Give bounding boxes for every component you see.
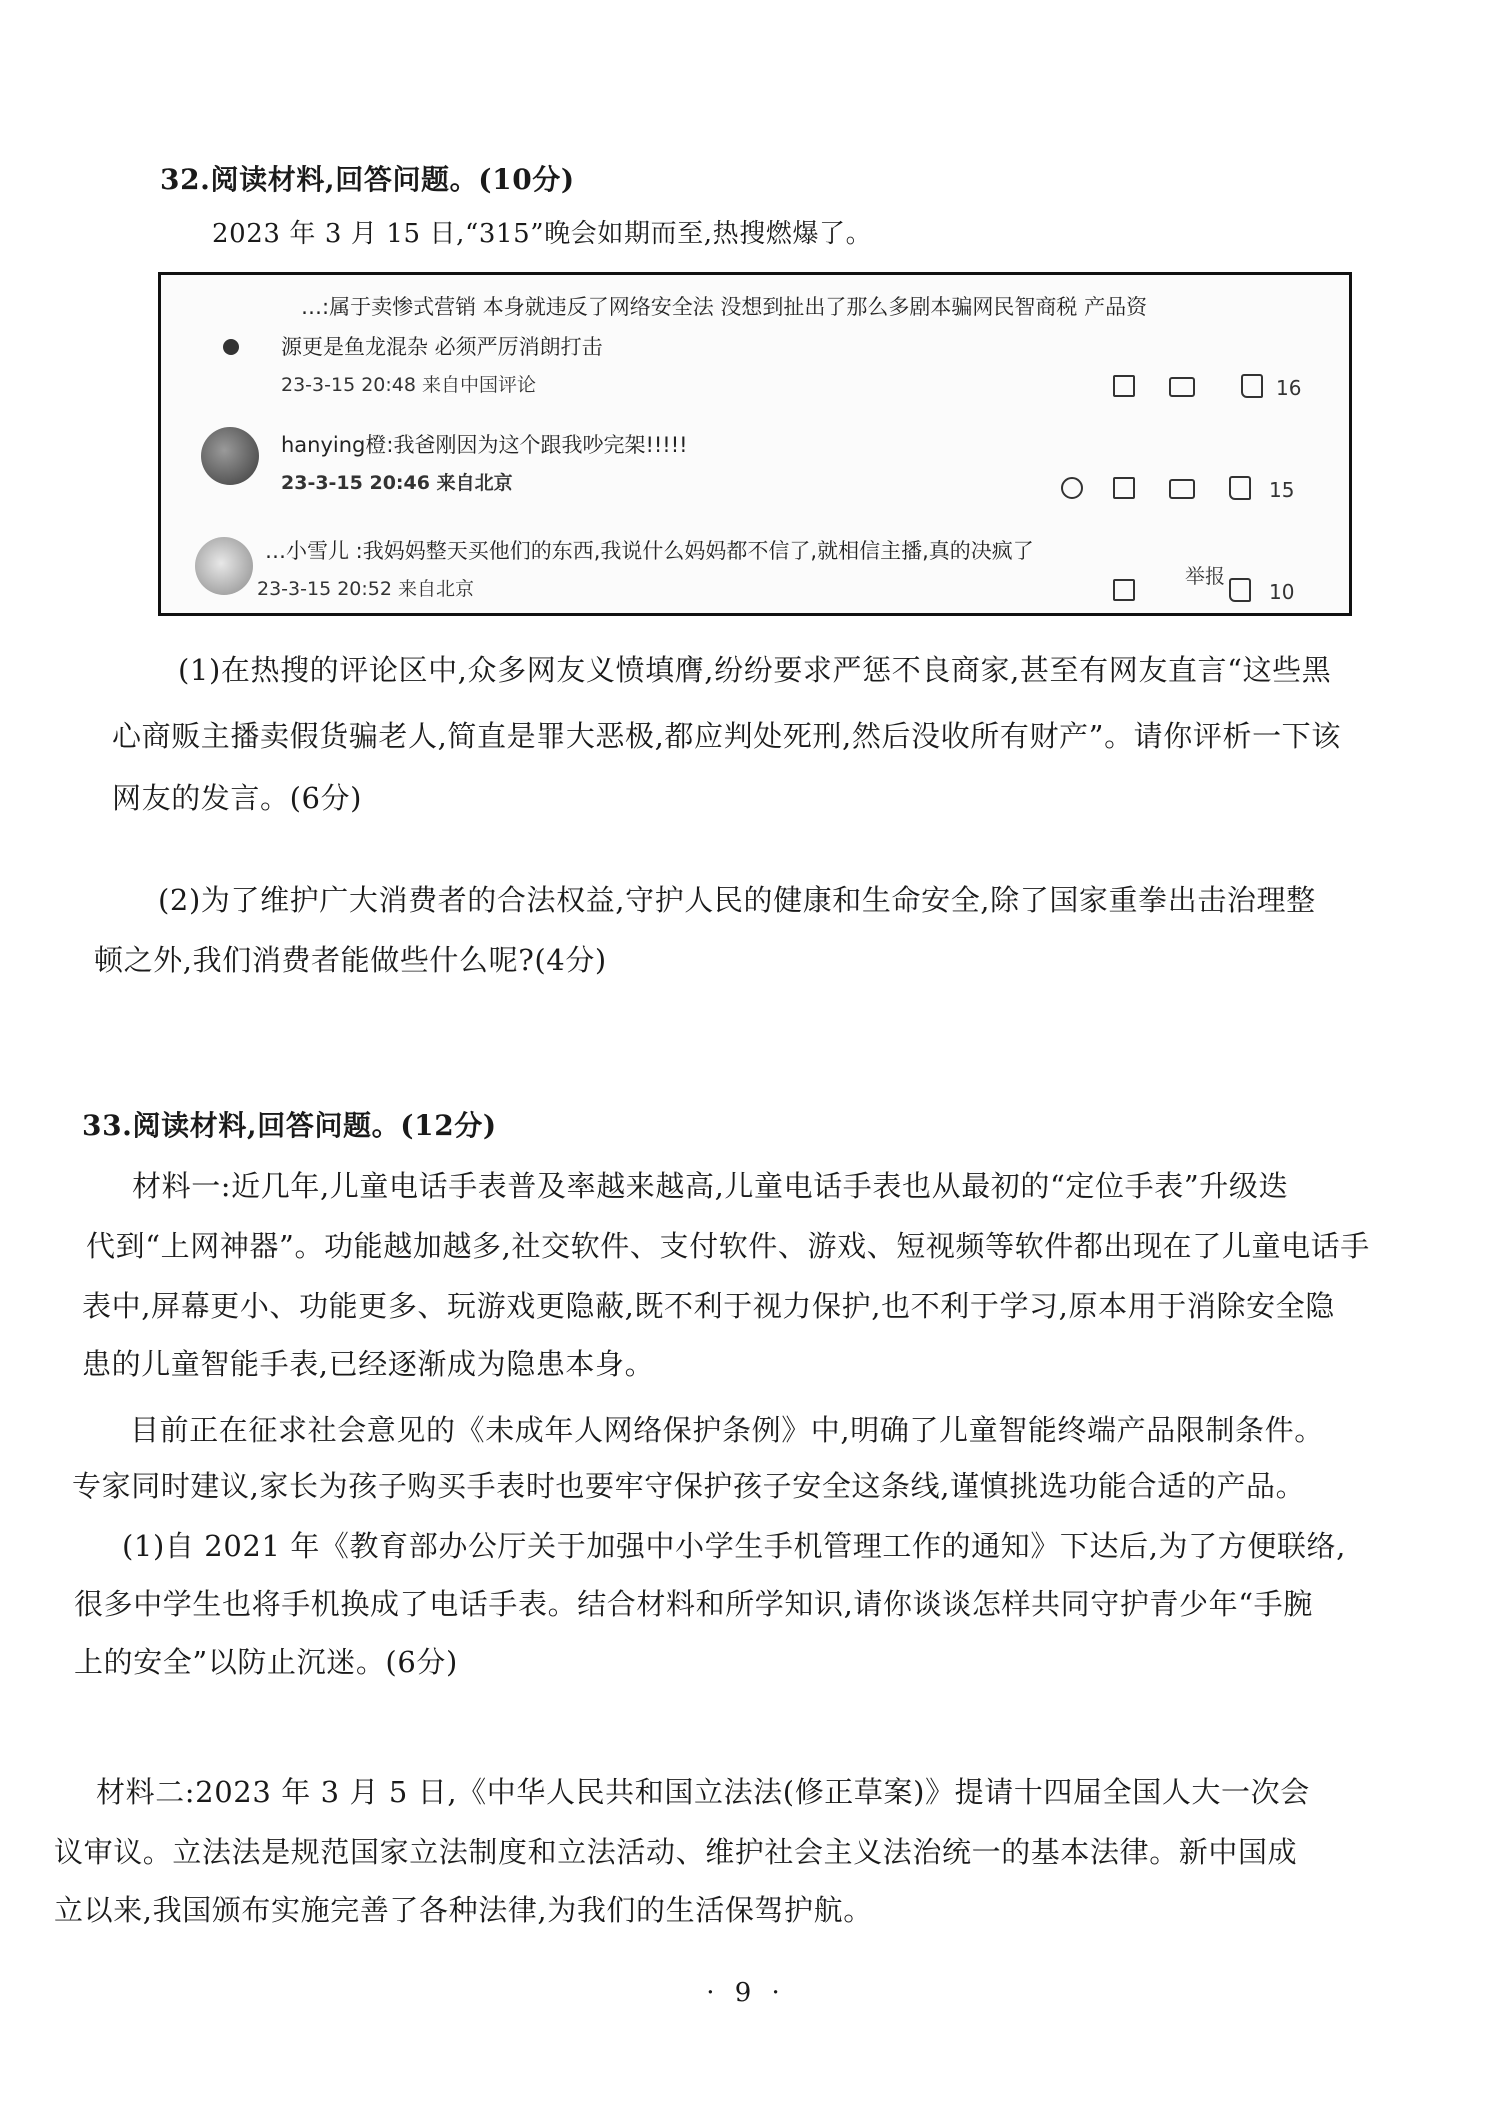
- share-icon[interactable]: [1113, 579, 1135, 601]
- q32-sub1-line2: 心商贩主播卖假货骗老人,简直是罪大恶极,都应判处死刑,然后没收所有财产”。请你评析一下该: [112, 719, 1341, 753]
- comment-1-text-2: 源更是鱼龙混杂 必须严厉消朗打击: [281, 335, 603, 359]
- avatar: [195, 537, 253, 595]
- q33-material1-line4: 患的儿童智能手表,已经逐渐成为隐患本身。: [82, 1347, 655, 1381]
- info-icon[interactable]: [1061, 477, 1083, 499]
- avatar: [201, 427, 259, 485]
- q33-material1b-line1: 目前正在征求社会意见的《未成年人网络保护条例》中,明确了儿童智能终端产品限制条件。: [130, 1413, 1324, 1447]
- q33-sub1-line2: 很多中学生也将手机换成了电话手表。结合材料和所学知识,请你谈谈怎样共同守护青少年“手腕: [74, 1587, 1313, 1621]
- page-number: · 9 ·: [706, 1978, 786, 2008]
- q32-heading: 32.阅读材料,回答问题。(10分): [160, 163, 575, 196]
- comment-1-likes: 16: [1276, 376, 1302, 400]
- comment-3-text: …小雪儿 :我妈妈整天买他们的东西,我说什么妈妈都不信了,就相信主播,真的决疯了: [265, 539, 1034, 563]
- comment-icon[interactable]: [1169, 479, 1195, 499]
- q33-material1-line3: 表中,屏幕更小、功能更多、玩游戏更隐蔽,既不利于视力保护,也不利于学习,原本用于消除安全隐: [82, 1289, 1335, 1323]
- comment-3-meta: 23-3-15 20:52 来自北京: [257, 578, 474, 600]
- q33-material1-line1: 材料一:近几年,儿童电话手表普及率越来越高,儿童电话手表也从最初的“定位手表”升级迭: [132, 1169, 1289, 1203]
- q33-material1-line2: 代到“上网神器”。功能越加越多,社交软件、支付软件、游戏、短视频等软件都出现在了儿童电话手: [86, 1229, 1370, 1263]
- q33-material2-line1: 材料二:2023 年 3 月 5 日,《中华人民共和国立法法(修正草案)》提请十四届全国人大一次会: [96, 1775, 1310, 1809]
- report-link[interactable]: 举报: [1185, 564, 1225, 588]
- comment-screenshot: [158, 272, 1352, 616]
- q33-material1b-line2: 专家同时建议,家长为孩子购买手表时也要牢守保护孩子安全这条线,谨慎挑选功能合适的产品。: [72, 1469, 1306, 1503]
- share-icon[interactable]: [1113, 477, 1135, 499]
- like-icon[interactable]: [1241, 374, 1263, 398]
- comment-1-text: …:属于卖惨式营销 本身就违反了网络安全法 没想到扯出了那么多剧本骗网民智商税 产品资: [301, 295, 1148, 319]
- q32-intro: 2023 年 3 月 15 日,“315”晚会如期而至,热搜燃爆了。: [212, 219, 873, 249]
- q33-sub1-line3: 上的安全”以防止沉迷。(6分): [74, 1645, 458, 1679]
- q33-material2-line3: 立以来,我国颁布实施完善了各种法律,为我们的生活保驾护航。: [54, 1893, 873, 1927]
- q32-sub1-line1: (1)在热搜的评论区中,众多网友义愤填膺,纷纷要求严惩不良商家,甚至有网友直言“这些黑: [178, 653, 1332, 687]
- q33-heading: 33.阅读材料,回答问题。(12分): [82, 1109, 497, 1142]
- comment-1-meta: 23-3-15 20:48 来自中国评论: [281, 374, 536, 396]
- comment-icon[interactable]: [1169, 377, 1195, 397]
- comment-3-likes: 10: [1269, 580, 1295, 604]
- q33-material2-line2: 议审议。立法法是规范国家立法制度和立法活动、维护社会主义法治统一的基本法律。新中国成: [54, 1835, 1298, 1869]
- q33-sub1-line1: (1)自 2021 年《教育部办公厅关于加强中小学生手机管理工作的通知》下达后,为了方便联络,: [122, 1529, 1346, 1563]
- comment-2-text: hanying橙:我爸刚因为这个跟我吵完架!!!!!: [281, 433, 688, 457]
- like-icon[interactable]: [1229, 578, 1251, 602]
- q32-sub2-line1: (2)为了维护广大消费者的合法权益,守护人民的健康和生命安全,除了国家重拳出击治理整: [158, 883, 1316, 917]
- comment-2-likes: 15: [1269, 478, 1295, 502]
- q32-sub2-line2: 顿之外,我们消费者能做些什么呢?(4分): [94, 943, 607, 977]
- comment-2-meta: 23-3-15 20:46 来自北京: [281, 472, 513, 494]
- share-icon[interactable]: [1113, 375, 1135, 397]
- verified-icon: [223, 339, 239, 355]
- like-icon[interactable]: [1229, 476, 1251, 500]
- q32-sub1-line3: 网友的发言。(6分): [112, 781, 363, 815]
